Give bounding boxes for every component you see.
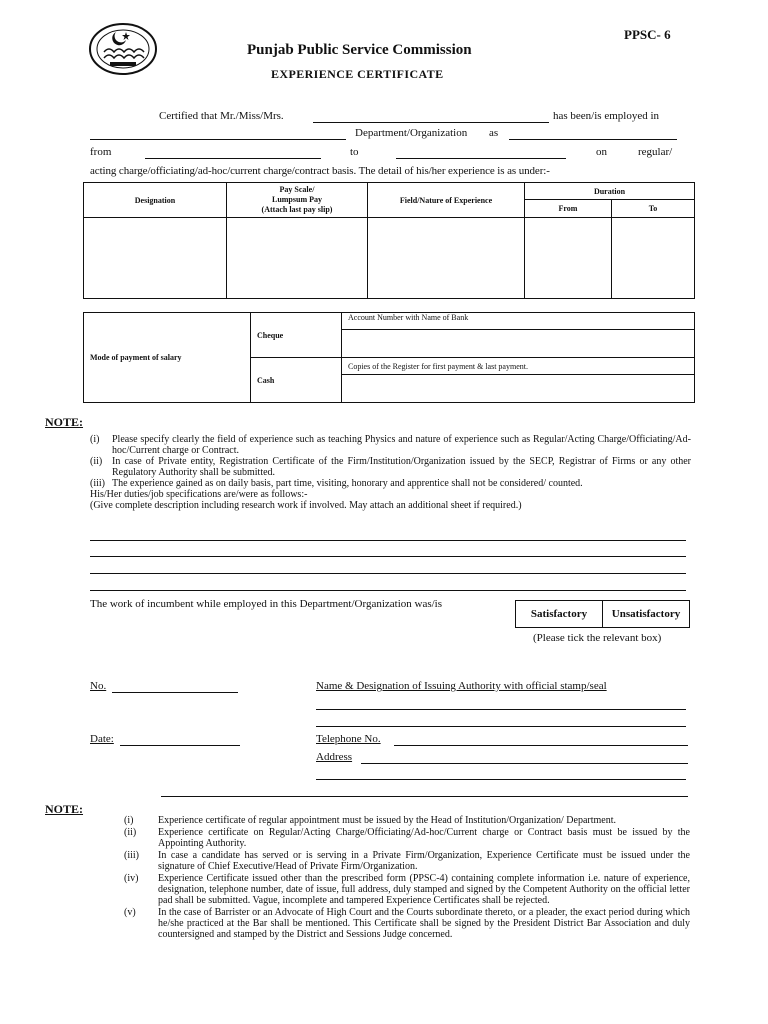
work-statement: The work of incumbent while employed in this Department/Organization was/is <box>90 598 443 610</box>
from-date-field[interactable] <box>145 158 321 159</box>
telephone-field[interactable] <box>394 745 688 746</box>
cheque-label: Cheque <box>251 313 342 358</box>
account-number-label: Account Number with Name of Bank <box>342 313 695 330</box>
field-cell[interactable] <box>368 218 525 299</box>
list-item: (ii) Experience certificate on Regular/Acting Charge/Officiating/Ad-hoc/Current charge or Contract basis must be issued by the Appointing Authority. <box>124 827 690 849</box>
duties-line[interactable] <box>90 573 686 574</box>
from-header: From <box>525 200 612 218</box>
designation-cell[interactable] <box>84 218 227 299</box>
to-date-field[interactable] <box>396 158 566 159</box>
from-cell[interactable] <box>525 218 612 299</box>
list-item: (iii) The experience gained as on daily basis, part time, visiting, honorary and apprentice shall not be considered/ counted. <box>90 478 583 489</box>
note-heading: NOTE: <box>45 415 84 429</box>
number-label: No. <box>90 680 107 692</box>
intro-text: from <box>90 146 112 158</box>
pay-scale-cell[interactable] <box>227 218 368 299</box>
unsatisfactory-box[interactable]: Unsatisfactory <box>603 601 690 628</box>
satisfactory-box[interactable]: Satisfactory <box>516 601 603 628</box>
list-item: (v) In the case of Barrister or an Advocate of High Court and the Courts subordinate thereto, or a pleader, the exact period during which he/she practiced at the Bar shall be mentioned. This Certificate shall be signed by the President District Bar Association and duly countersigned and stamped by the District and Sessions Judge concerned. <box>124 907 690 940</box>
telephone-label: Telephone No. <box>316 733 381 745</box>
list-item: (iv) Experience Certificate issued other than the prescribed form (PPSC-4) containing complete information i.e. nature of experience, designation, telephone number, date of issue, full address, duly stamped and signed by the Competent Authority on the official letter pad shall be submitted. Vague, incomplete and tampered Experience Certificates shall be rejected. <box>124 873 690 906</box>
duties-label: His/Her duties/job specifications are/were as follows:- <box>90 489 308 500</box>
intro-text: Department/Organization <box>355 127 468 139</box>
duties-line[interactable] <box>90 590 686 591</box>
date-label: Date: <box>90 733 114 745</box>
address-line[interactable] <box>161 796 688 797</box>
organization-field[interactable] <box>90 139 346 140</box>
date-field[interactable] <box>120 745 240 746</box>
tick-hint: (Please tick the relevant box) <box>533 632 662 644</box>
intro-text: acting charge/officiating/ad-hoc/current charge/contract basis. The detail of his/her experience is as under:- <box>90 165 550 177</box>
post-field[interactable] <box>509 139 677 140</box>
authority-line[interactable] <box>316 726 686 727</box>
punjab-emblem-icon <box>88 22 158 76</box>
address-field[interactable] <box>361 763 688 764</box>
intro-text: regular/ <box>638 146 673 158</box>
duties-line[interactable] <box>90 556 686 557</box>
salary-table <box>83 312 695 403</box>
to-cell[interactable] <box>612 218 695 299</box>
list-item: (i) Experience certificate of regular appointment must be issued by the Head of Institution/Organization/ Department. <box>124 815 616 826</box>
register-copies-label: Copies of the Register for first payment & last payment. <box>342 358 695 375</box>
mode-of-payment-label: Mode of payment of salary <box>84 313 251 403</box>
list-item: (iii) In case a candidate has served or is serving in a Private Firm/Organization, Experience Certificate must be issued under the signature of Chief Executive/Head of Private Firm/Organization. <box>124 850 690 872</box>
intro-text: to <box>350 146 359 158</box>
duties-hint: (Give complete description including research work if involved. May attach an additional sheet if required.) <box>90 500 522 511</box>
note-list <box>124 815 690 940</box>
note-list <box>90 434 691 511</box>
authority-line[interactable] <box>316 709 686 710</box>
doc-title: EXPERIENCE CERTIFICATE <box>271 67 444 81</box>
intro-text: on <box>596 146 607 158</box>
intro-text: as <box>489 127 499 139</box>
designation-header: Designation <box>84 183 227 218</box>
address-label: Address <box>316 751 353 763</box>
list-item: (i) Please specify clearly the field of experience such as teaching Physics and nature of experience such as Regular/Acting Charge/Officiating/Ad-hoc/Current charge or Contract. <box>90 434 691 456</box>
assessment-boxes <box>515 600 690 628</box>
intro-text: has been/is employed in <box>553 110 660 122</box>
experience-table <box>83 182 695 299</box>
pay-scale-header: Pay Scale/ Lumpsum Pay (Attach last pay slip) <box>227 183 368 218</box>
note-heading: NOTE: <box>45 802 84 816</box>
form-code: PPSC- 6 <box>624 27 671 42</box>
to-header: To <box>612 200 695 218</box>
org-name: Punjab Public Service Commission <box>247 42 472 58</box>
register-copies-field[interactable] <box>342 375 695 403</box>
duties-line[interactable] <box>90 540 686 541</box>
name-field[interactable] <box>313 122 549 123</box>
cash-label: Cash <box>251 358 342 403</box>
field-header: Field/Nature of Experience <box>368 183 525 218</box>
authority-label: Name & Designation of Issuing Authority with official stamp/seal <box>316 680 607 692</box>
duration-header: Duration <box>525 183 695 200</box>
number-field[interactable] <box>112 692 238 693</box>
intro-text: Certified that Mr./Miss/Mrs. <box>159 110 284 122</box>
account-number-field[interactable] <box>342 330 695 358</box>
address-line[interactable] <box>316 779 686 780</box>
list-item: (ii) In case of Private entity, Registration Certificate of the Firm/Institution/Organization issued by the SECP, Registrar of Firms or any other Regulatory Authority shall be submitted. <box>90 456 691 478</box>
